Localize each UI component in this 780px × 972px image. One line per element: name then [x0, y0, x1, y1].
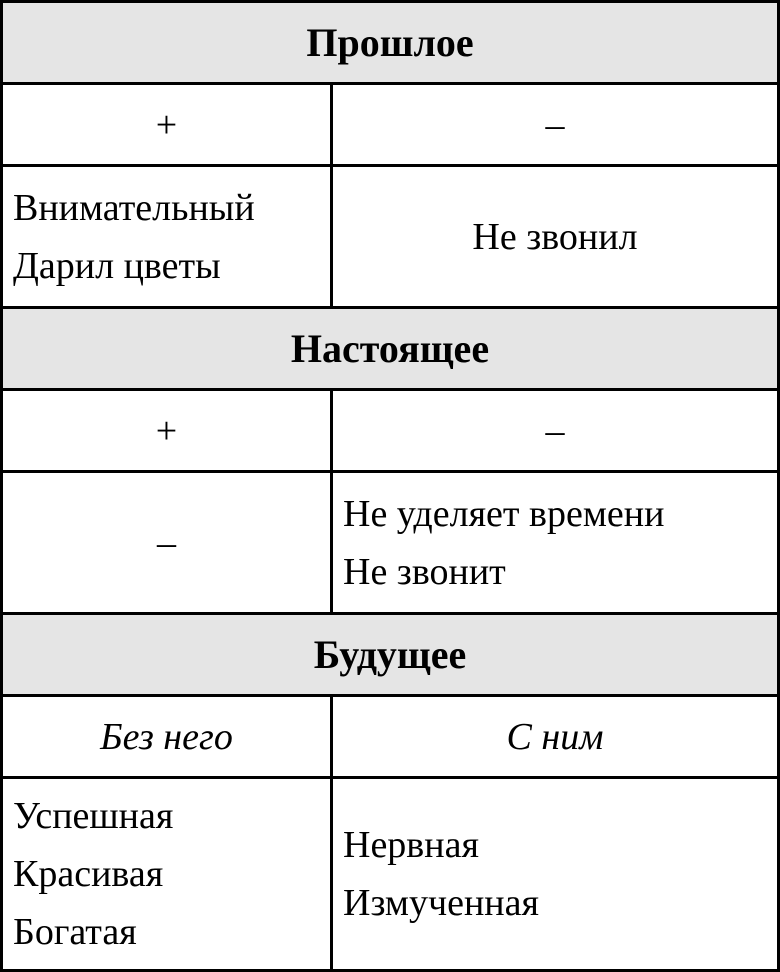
future-left-header: Без него — [2, 696, 332, 778]
present-minus-header: – — [332, 390, 779, 472]
present-minus-item: Не звонит — [343, 550, 506, 593]
present-minus-item: Не уделяет времени — [343, 492, 665, 535]
past-plus-header: + — [2, 84, 332, 166]
future-right-cell — [332, 778, 779, 971]
future-right-item: Нервная — [343, 824, 479, 866]
future-right-item: Измученная — [343, 882, 539, 924]
future-left-cell — [2, 778, 332, 971]
future-right-header: С ним — [332, 696, 779, 778]
present-minus-cell — [332, 472, 779, 614]
future-left-item: Богатая — [13, 911, 137, 953]
section-title-past: Прошлое — [2, 2, 779, 84]
present-plus-cell — [2, 472, 332, 614]
section-title-present: Настоящее — [2, 308, 779, 390]
past-plus-item: Внимательный — [13, 186, 255, 229]
past-plus-cell — [2, 166, 332, 308]
future-left-item: Красивая — [13, 853, 164, 895]
past-minus-cell — [332, 166, 779, 308]
future-left-item: Успешная — [13, 795, 174, 837]
present-plus-header: + — [2, 390, 332, 472]
past-minus-item: Не звонил — [472, 215, 638, 258]
section-title-future: Будущее — [2, 614, 779, 696]
present-plus-item: – — [157, 521, 176, 564]
past-minus-header: – — [332, 84, 779, 166]
past-plus-item: Дарил цветы — [13, 244, 221, 287]
